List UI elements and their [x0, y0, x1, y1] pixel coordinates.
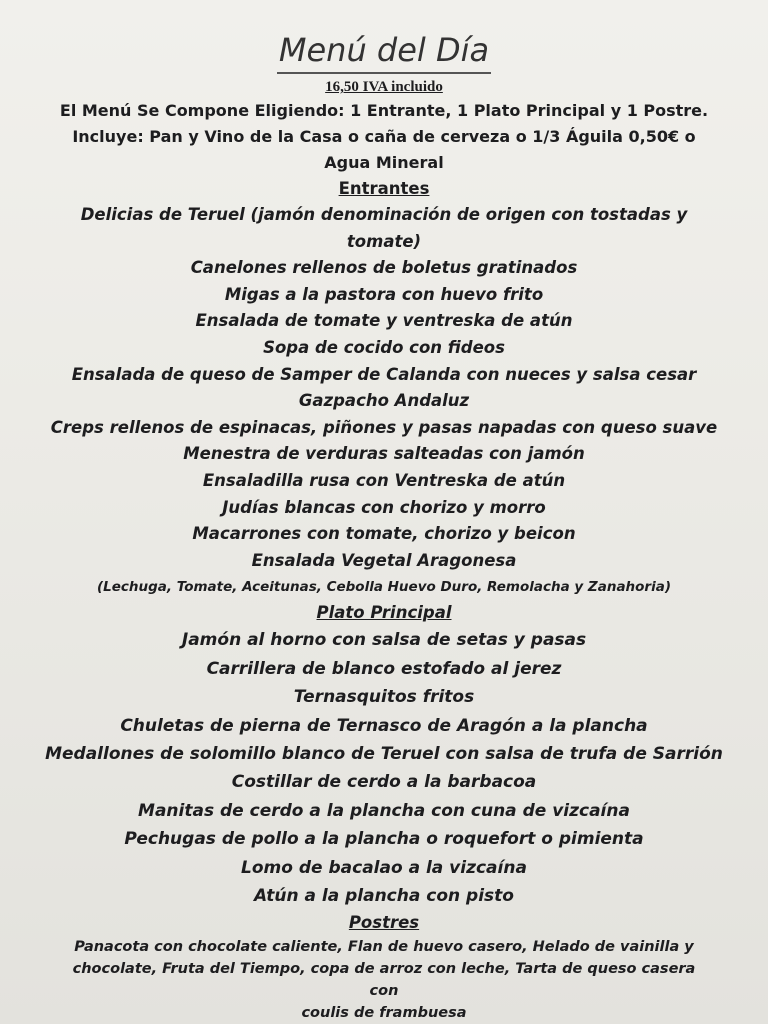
main-item: Chuletas de pierna de Ternasco de Aragón a la plancha [120, 715, 648, 736]
menu-price: 16,50 IVA incluido [325, 79, 443, 95]
main-item: Ternasquitos fritos [293, 687, 475, 708]
main-item: Manitas de cerdo a la plancha con cuna de vizcaína [138, 800, 630, 821]
starter-item: Menestra de verduras salteadas con jamón [183, 444, 585, 464]
starter-item: Migas a la pastora con huevo frito [224, 284, 544, 304]
starter-item: Ensalada de tomate y ventreska de atún [195, 311, 573, 331]
starter-item: Ensalada de queso de Samper de Calanda con nueces y salsa cesar [71, 364, 697, 384]
mains-heading: Plato Principal [316, 603, 452, 623]
starter-item: Ensaladilla rusa con Ventreska de atún [202, 470, 566, 490]
main-item: Carrillera de blanco estofado al jerez [206, 658, 562, 679]
starter-item: Sopa de cocido con fideos [263, 337, 505, 357]
mains-list [0, 626, 768, 910]
starter-item: Gazpacho Andaluz [298, 391, 470, 411]
menu-intro [0, 98, 768, 176]
starters-list [0, 202, 768, 600]
desserts-text [0, 936, 768, 1024]
starter-item: tomate) [346, 231, 422, 251]
starter-item: Canelones rellenos de boletus gratinados [190, 258, 578, 278]
menu-title: Menú del Día [277, 28, 491, 74]
starter-item: Ensalada Vegetal Aragonesa [251, 550, 517, 570]
starters-heading: Entrantes [338, 179, 430, 198]
main-item: Medallones de solomillo blanco de Teruel con salsa de trufa de Sarrión [45, 743, 723, 764]
starter-note: (Lechuga, Tomate, Aceitunas, Cebolla Huevo Duro, Remolacha y Zanahoria) [96, 579, 671, 596]
starter-item: Macarrones con tomate, chorizo y beicon [192, 524, 576, 544]
main-item: Jamón al horno con salsa de setas y pasas [181, 630, 587, 651]
starter-item: Judías blancas con chorizo y morro [222, 497, 546, 517]
dessert-line: chocolate, Fruta del Tiempo, copa de arroz con leche, Tarta de queso casera con [72, 961, 696, 1000]
main-item: Pechugas de pollo a la plancha o roquefort o pimienta [124, 829, 644, 850]
main-item: Atún a la plancha con pisto [254, 885, 514, 906]
starter-item: Delicias de Teruel (jamón denominación de origen con tostadas y [80, 205, 688, 224]
dessert-line: Panacota con chocolate caliente, Flan de huevo casero, Helado de vainilla y [74, 939, 694, 956]
main-item: Costillar de cerdo a la barbacoa [231, 772, 537, 793]
intro-line: Incluye: Pan y Vino de la Casa o caña de cerveza o 1/3 Águila 0,50€ o [72, 127, 696, 146]
starter-item: Creps rellenos de espinacas, piñones y pasas napadas con queso suave [50, 417, 718, 437]
desserts-heading: Postres [348, 913, 420, 933]
dessert-line: coulis de frambuesa [301, 1005, 467, 1022]
main-item: Lomo de bacalao a la vizcaína [241, 857, 527, 878]
intro-line: Agua Mineral [324, 153, 444, 172]
intro-line: El Menú Se Compone Eligiendo: 1 Entrante, 1 Plato Principal y 1 Postre. [59, 101, 709, 120]
